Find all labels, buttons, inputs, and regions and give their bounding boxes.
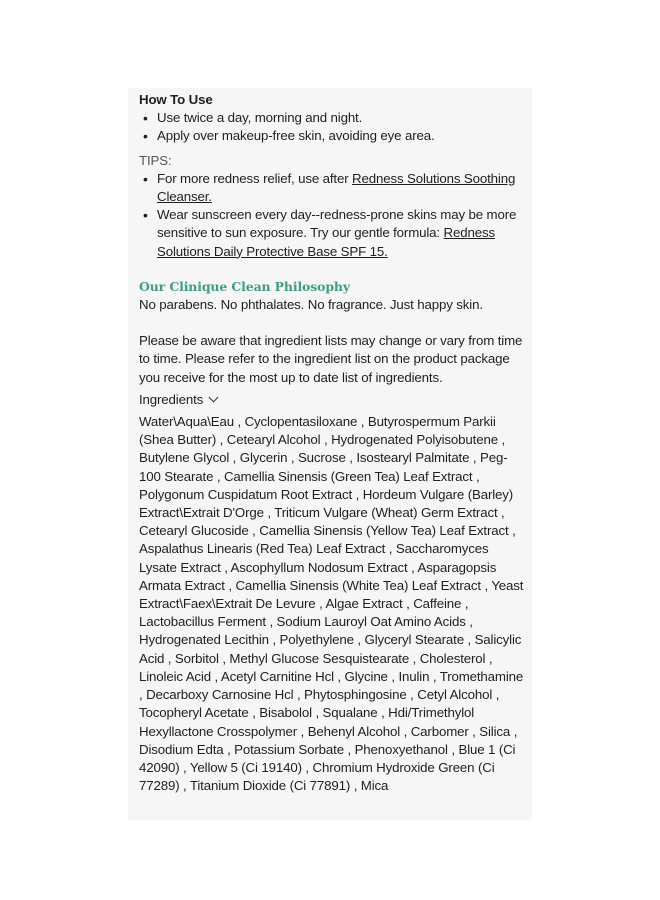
ingredients-list: Water\Aqua\Eau , Cyclopentasiloxane , Butyrospermum Parkii (Shea Butter) , Cetearyl Alcohol , Hydrogenated Polyisobutene , Butylene Glycol , Glycerin , Sucrose , Isostearyl Palmitate , Peg-100 Stearate , Camellia Sinensis (Green Tea) Leaf Extract , Polygonum Cuspidatum Root Extract , Hordeum Vulgare (Barley) Extract\Extrait D'Orge , Triticum Vulgare (Wheat) Germ Extract , Cetearyl Glucoside , Camellia Sinensis (Yellow Tea) Leaf Extract , Aspalathus Linearis (Red Tea) Leaf Extract , Saccharomyces Lysate Extract , Ascophyllum Nodosum Extract , Asparagopsis Armata Extract , Camellia Sinensis (White Tea) Leaf Extract , Yeast Extract\Faex\Extrait De Levure , Algae Extract , Caffeine , Lactobacillus Ferment , Sodium Lauroyl Oat Amino Acids , Hydrogenated Lecithin , Polyethylene , Glyceryl Stearate , Salicylic Acid , Sorbitol , Methyl Glucose Sesquistearate , Cholesterol , Linoleic Acid , Acetyl Carnitine Hcl , Glycine , Inulin , Tromethamine , Decarboxy Carnosine Hcl , Phytosphingosine , Cetyl Alcohol , Tocopheryl Acetate , Bisabolol , Squalane , Hdi/Trimethylol Hexyllactone Crosspolymer , Behenyl Alcohol , Carbomer , Silica , Disodium Edta , Potassium Sorbate , Phenoxyethanol , Blue 1 (Ci 42090) , Yellow 5 (Ci 19140) , Chromium Hydroxide Green (Ci 77289) , Titanium Dioxide (Ci 77891) , Mica bbox=[139, 414, 524, 794]
protective-base-link[interactable]: Redness Solutions Daily Protective Base SPF 15. bbox=[157, 225, 495, 259]
list-item: • Apply over makeup-free skin, avoiding eye area. bbox=[157, 127, 526, 145]
list-item bbox=[157, 206, 526, 261]
ingredient-notice: Please be aware that ingredient lists may change or vary from time to time. Please refer to the ingredient list on the product package you receive for the most up to date list of ingredients. bbox=[139, 333, 523, 385]
ingredients-toggle-label: Ingredients bbox=[139, 391, 204, 407]
how-to-use-heading: How To Use bbox=[139, 92, 213, 107]
tip-text: Wear sunscreen every day--redness-prone skins may be more sensitive to sun exposure. Try our gentle formula: bbox=[157, 207, 517, 241]
redness-cleanser-link[interactable]: Redness Solutions Soothing Cleanser. bbox=[157, 170, 516, 205]
list-item bbox=[157, 170, 526, 206]
tip-text: For more redness relief, use after bbox=[157, 170, 353, 186]
ingredients-toggle[interactable] bbox=[139, 391, 217, 409]
list-item: • Use twice a day, morning and night. bbox=[157, 109, 526, 127]
tips-heading: TIPS: bbox=[139, 152, 172, 168]
tips-list bbox=[139, 170, 526, 261]
philosophy-text: No parabens. No phthalates. No fragrance. Just happy skin. bbox=[139, 297, 483, 313]
chevron-down-icon bbox=[209, 393, 219, 403]
philosophy-title: Our Clinique Clean Philosophy bbox=[139, 278, 350, 294]
product-info-panel bbox=[128, 88, 532, 820]
how-to-use-list bbox=[139, 109, 526, 145]
